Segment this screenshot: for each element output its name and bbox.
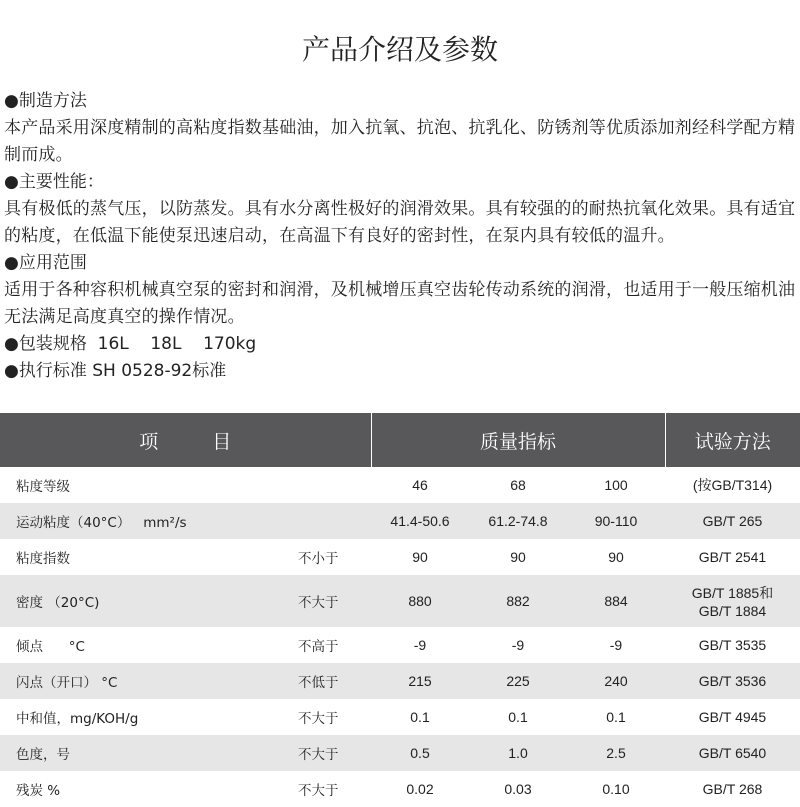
execution-standard: ●执行标准 SH 0528-92标准 bbox=[4, 361, 227, 381]
row-value-2: 68 bbox=[510, 477, 526, 493]
row-limit: 不大于 bbox=[298, 711, 339, 727]
spec-table bbox=[0, 413, 800, 807]
row-value-3: 2.5 bbox=[567, 735, 665, 771]
row-limit: 不大于 bbox=[296, 735, 371, 771]
row-value-1: 0.1 bbox=[410, 709, 430, 725]
table-row bbox=[0, 467, 800, 503]
manufacture-text: 本产品采用深度精制的高粘度指数基础油，加入抗氧、抗泡、抗乳化、防锈剂等优质添加剂经科学配方精制而成。 bbox=[4, 118, 796, 165]
row-name: 密度 （20°C) bbox=[0, 575, 296, 627]
row-value-2: 0.1 bbox=[508, 709, 528, 725]
row-value-2: 882 bbox=[469, 575, 567, 627]
row-method: GB/T 2541 bbox=[698, 549, 767, 565]
row-name: 中和值，mg/KOH/g bbox=[16, 711, 139, 727]
row-value-1: 90 bbox=[412, 549, 428, 565]
row-limit bbox=[296, 503, 371, 539]
row-value-3: -9 bbox=[609, 637, 623, 653]
row-method: GB/T 6540 bbox=[665, 735, 800, 771]
row-method: GB/T 3536 bbox=[665, 663, 800, 699]
page-title: 产品介绍及参数 bbox=[301, 33, 498, 66]
row-method: GB/T 268 bbox=[702, 781, 763, 797]
product-intro bbox=[4, 88, 798, 385]
row-value-1: 46 bbox=[412, 477, 428, 493]
row-value-3: 90 bbox=[608, 549, 624, 565]
header-quality: 质量指标 bbox=[371, 413, 665, 467]
packaging-spec: ●包装规格 16L 18L 170kg bbox=[4, 334, 257, 354]
row-name: 闪点（开口） °C bbox=[0, 663, 296, 699]
row-limit: 不低于 bbox=[296, 663, 371, 699]
performance-text: 具有极低的蒸气压，以防蒸发。具有水分离性极好的润滑效果。具有较强的的耐热抗氧化效果。具有适宜的粘度，在低温下能使泵迅速启动，在高温下有良好的密封性，在泵内具有较低的温升。 bbox=[4, 199, 796, 246]
table-row bbox=[0, 699, 800, 735]
table-header-row bbox=[0, 413, 800, 467]
row-value-3: 0.10 bbox=[602, 781, 630, 797]
row-limit: 不大于 bbox=[296, 575, 371, 627]
table-row bbox=[0, 771, 800, 807]
row-method: (按GB/T314) bbox=[692, 477, 773, 493]
row-value-1: 0.5 bbox=[371, 735, 469, 771]
table-row bbox=[0, 575, 800, 627]
row-value-2: 90 bbox=[510, 549, 526, 565]
header-method: 试验方法 bbox=[665, 413, 800, 467]
row-name: 残炭 % bbox=[16, 783, 61, 799]
row-name: 色度，号 bbox=[0, 735, 296, 771]
row-limit: 不小于 bbox=[298, 551, 339, 567]
row-value-2: 61.2-74.8 bbox=[469, 503, 567, 539]
row-value-1: 880 bbox=[371, 575, 469, 627]
table-body bbox=[0, 467, 800, 807]
manufacture-heading: ●制造方法 bbox=[4, 91, 87, 111]
row-value-3: 0.1 bbox=[606, 709, 626, 725]
table-row bbox=[0, 503, 800, 539]
row-value-2: -9 bbox=[511, 637, 525, 653]
row-value-2: 225 bbox=[469, 663, 567, 699]
row-value-1: 41.4-50.6 bbox=[371, 503, 469, 539]
row-method: GB/T 265 bbox=[665, 503, 800, 539]
application-text: 适用于各种容积机械真空泵的密封和润滑，及机械增压真空齿轮传动系统的润滑，也适用于一般压缩机油无法满足高度真空的操作情况。 bbox=[4, 280, 796, 327]
row-name: 倾点 °C bbox=[16, 639, 85, 655]
table-row bbox=[0, 539, 800, 575]
table-row bbox=[0, 735, 800, 771]
row-method: GB/T 3535 bbox=[698, 637, 767, 653]
table-row bbox=[0, 663, 800, 699]
header-item-right: 目 bbox=[212, 430, 232, 453]
row-limit: 不高于 bbox=[298, 639, 339, 655]
row-value-2: 0.03 bbox=[504, 781, 532, 797]
row-limit: 不大于 bbox=[298, 783, 339, 799]
header-item bbox=[0, 413, 371, 467]
row-value-1: -9 bbox=[413, 637, 427, 653]
row-value-1: 215 bbox=[371, 663, 469, 699]
row-value-3: 884 bbox=[567, 575, 665, 627]
row-method: GB/T 1885和 GB/T 1884 bbox=[665, 575, 800, 627]
row-value-3: 100 bbox=[604, 477, 628, 493]
row-name: 粘度等级 bbox=[16, 479, 70, 495]
row-value-3: 240 bbox=[567, 663, 665, 699]
performance-heading: ●主要性能： bbox=[4, 172, 104, 192]
table-row bbox=[0, 627, 800, 663]
row-limit bbox=[296, 467, 371, 503]
row-name: 运动粘度（40°C） mm²/s bbox=[0, 503, 296, 539]
row-method: GB/T 4945 bbox=[698, 709, 767, 725]
header-item-left: 项 bbox=[139, 430, 159, 453]
row-value-3: 90-110 bbox=[567, 503, 665, 539]
row-value-2: 1.0 bbox=[469, 735, 567, 771]
application-heading: ●应用范围 bbox=[4, 253, 87, 273]
row-name: 粘度指数 bbox=[16, 551, 70, 567]
row-value-1: 0.02 bbox=[406, 781, 434, 797]
